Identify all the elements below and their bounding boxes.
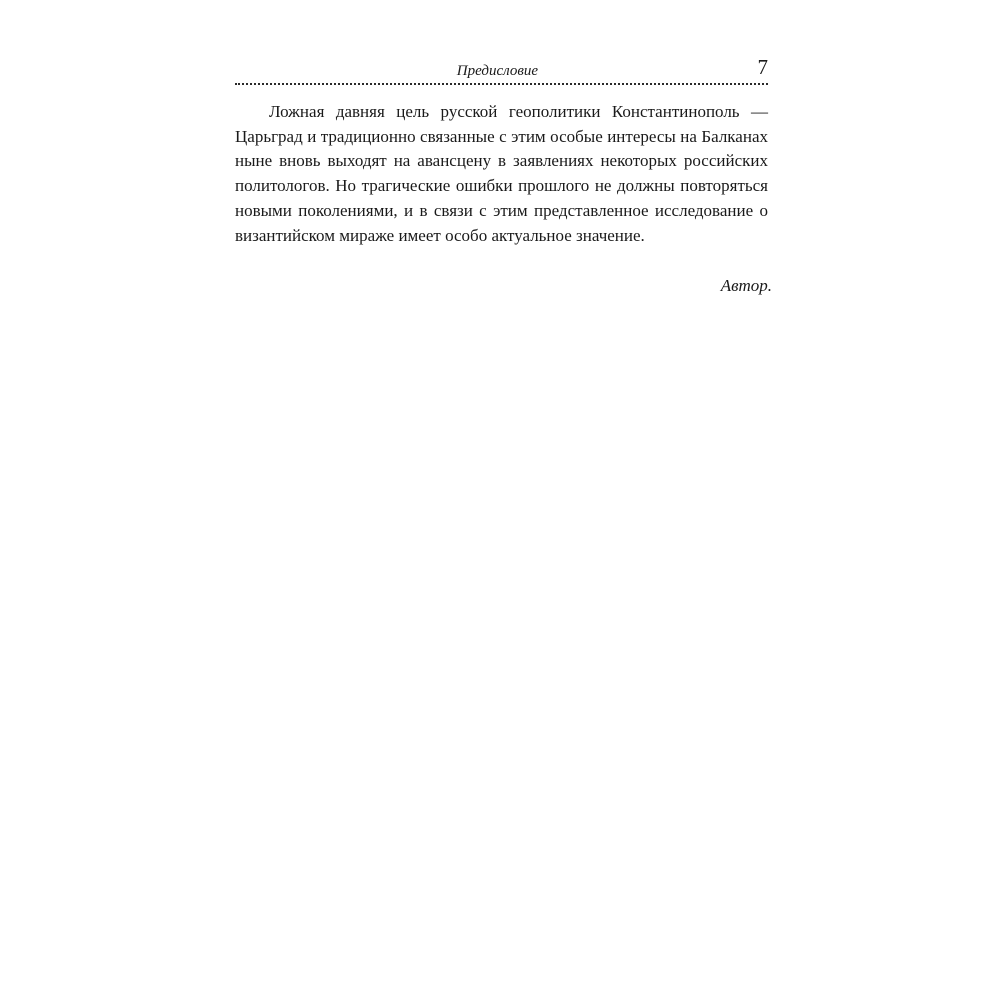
page-number: 7 — [757, 55, 768, 79]
body-paragraph: Ложная давняя цель русской геополитики Константинополь — Царьград и традиционно связанные с этим особые интересы на Балканах ныне вновь выходят на авансцену в заявлениях некоторых российских политологов. Но трагические ошибки прошлого не должны повторяться новыми поколениями, и в связи с этим представленное исследование о византийском мираже имеет особо актуальное значение. — [235, 102, 768, 245]
author-signature: Автор. — [720, 276, 772, 295]
header-dotted-rule — [235, 83, 768, 85]
section-title: Предисловие — [456, 63, 538, 79]
running-head — [235, 56, 768, 86]
